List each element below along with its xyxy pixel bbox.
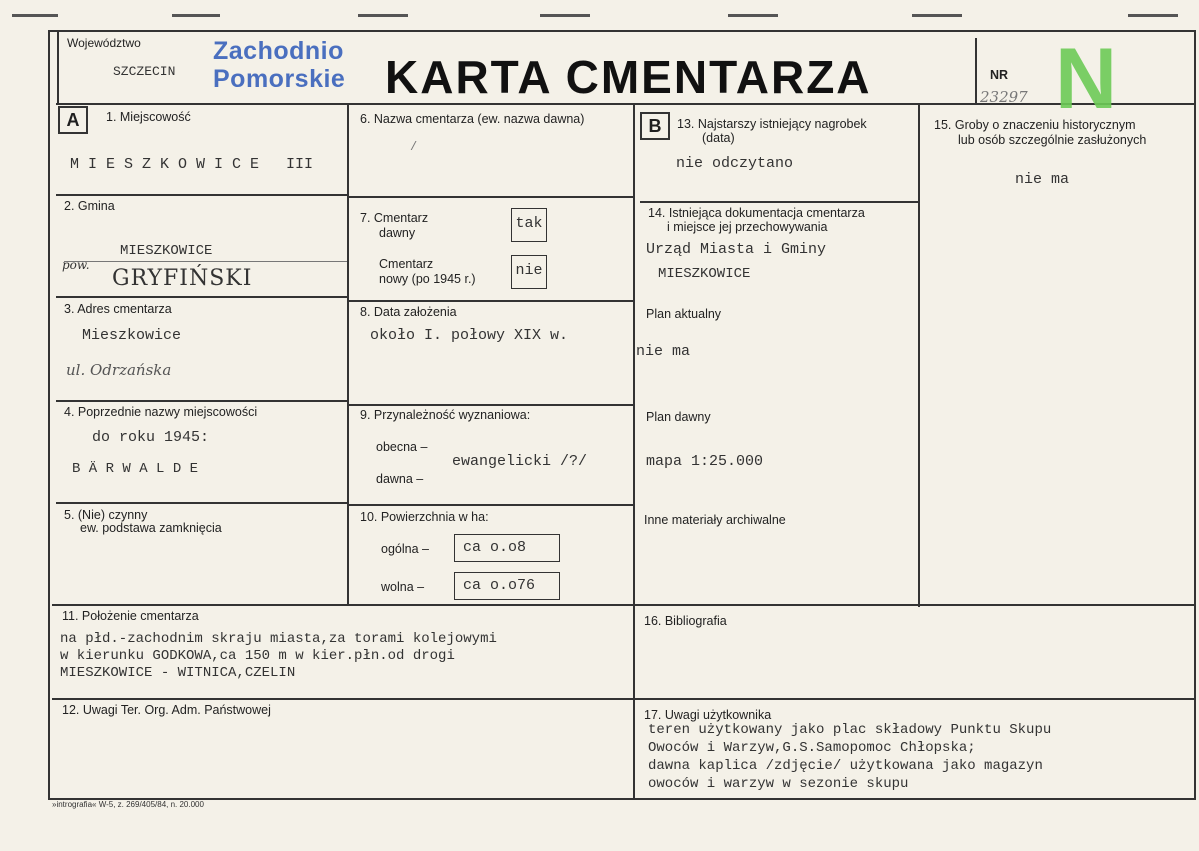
plan-dawny-value: mapa 1:25.000	[646, 453, 764, 470]
field-10-label: 10. Powierzchnia w ha:	[360, 510, 489, 524]
page-title: KARTA CMENTARZA	[385, 51, 872, 103]
field-7-dawny-label-1: 7. Cmentarz	[360, 211, 429, 225]
field-16-label: 16. Bibliografia	[644, 614, 727, 628]
header-nr-divider	[975, 38, 977, 104]
section-b-badge: B	[640, 112, 670, 140]
field-4-line2: B Ä R W A L D E	[72, 461, 199, 477]
field-9-dawna: dawna –	[376, 472, 424, 486]
field-9-obecna: obecna –	[376, 440, 428, 454]
field-1-value: M I E S Z K O W I C E III	[70, 156, 314, 173]
field-3-label: 3. Adres cmentarza	[64, 302, 172, 316]
field-14-value-1: Urząd Miasta i Gminy	[646, 241, 827, 258]
field-7-nowy-label-2: nowy (po 1945 r.)	[379, 272, 476, 286]
field-7-dawny-value: tak	[511, 208, 547, 242]
field-10-wolna-label: wolna –	[381, 580, 425, 594]
field-11-line2: w kierunku GODKOWA,ca 150 m w kier.płn.od drogi	[60, 648, 455, 664]
field-2-label: 2. Gmina	[64, 199, 115, 213]
field-11-line1: na płd.-zachodnim skraju miasta,za torami kolejowymi	[60, 631, 497, 647]
header-left-divider	[57, 30, 59, 104]
field-7-nowy-value: nie	[511, 255, 547, 289]
field-4-line1: do roku 1945:	[92, 429, 210, 446]
tick-mark	[728, 14, 778, 17]
inne-materialy-label: Inne materiały archiwalne	[644, 513, 786, 527]
stamp-line-1: Zachodnio	[213, 37, 344, 65]
row-divider	[56, 502, 348, 504]
row-divider	[640, 201, 918, 203]
field-1-label: 1. Miejscowość	[106, 110, 191, 124]
field-3-value: Mieszkowice	[82, 327, 182, 344]
nr-marker: N	[1055, 31, 1118, 127]
field-17-line4: owoców i warzyw w sezonie skupu	[648, 776, 909, 792]
field-17-label: 17. Uwagi użytkownika	[644, 708, 772, 722]
field-9-value: ewangelicki /?/	[452, 453, 588, 470]
field-17-line2: Owoców i Warzyw,G.S.Samopomoc Chłopska;	[648, 740, 976, 756]
row-divider	[349, 300, 635, 302]
field-15-label-1: 15. Groby o znaczeniu historycznym	[934, 118, 1136, 132]
col-divider-3	[918, 104, 920, 607]
field-14-label-2: i miejsce jej przechowywania	[667, 220, 828, 234]
field-15-label-2: lub osób szczególnie zasłużonych	[958, 133, 1147, 147]
field-11-label: 11. Położenie cmentarza	[62, 609, 199, 623]
field-8-value: około I. połowy XIX w.	[370, 327, 569, 344]
field-7-dawny-label-2: dawny	[379, 226, 416, 240]
tick-mark	[1128, 14, 1178, 17]
field-15-value: nie ma	[1015, 171, 1070, 188]
wojewodztwo-value: SZCZECIN	[113, 64, 176, 79]
plan-aktualny-value: nie ma	[636, 343, 691, 360]
field-11-line3: MIESZKOWICE - WITNICA,CZELIN	[60, 665, 296, 681]
field-10-wolna-value: ca o.o76	[454, 572, 560, 600]
field-5-label: 5. (Nie) czynny	[64, 508, 148, 522]
field-2-pow-note: pow.	[62, 258, 90, 272]
field-7-nowy-label-1: Cmentarz	[379, 257, 434, 271]
nr-label: NR	[990, 68, 1009, 82]
field-13-value: nie odczytano	[676, 155, 794, 172]
field-3-note: ul. Odrzańska	[66, 361, 172, 379]
field-17-line3: dawna kaplica /zdjęcie/ użytkowana jako magazyn	[648, 758, 1043, 774]
print-footer: »intrografia« W-5, z. 269/405/84, n. 20.000	[52, 800, 204, 809]
stamp-line-2: Pomorskie	[213, 65, 346, 93]
field-2-underline	[64, 261, 347, 262]
field-4-label: 4. Poprzednie nazwy miejscowości	[64, 405, 258, 419]
field-14-value-2: MIESZKOWICE	[658, 266, 751, 282]
field-2-value: MIESZKOWICE	[120, 243, 213, 259]
row-divider	[349, 404, 635, 406]
tick-mark	[12, 14, 58, 17]
field-17-line1: teren użytkowany jako plac składowy Punktu Skupu	[648, 722, 1052, 738]
row-divider	[349, 196, 635, 198]
row-divider	[56, 400, 348, 402]
col-divider-1	[347, 104, 349, 604]
tick-mark	[172, 14, 220, 17]
field-9-label: 9. Przynależność wyznaniowa:	[360, 408, 531, 422]
field-6-value: /	[410, 140, 418, 154]
tick-mark	[540, 14, 590, 17]
row-divider	[52, 698, 1196, 700]
row-divider	[52, 604, 1196, 606]
field-10-ogolna-value: ca o.o8	[454, 534, 560, 562]
section-a-badge: A	[58, 106, 88, 134]
field-14-label-1: 14. Istniejąca dokumentacja cmentarza	[648, 206, 865, 220]
tick-mark	[358, 14, 408, 17]
field-5-sublabel: ew. podstawa zamknięcia	[80, 521, 222, 535]
row-divider	[56, 296, 348, 298]
tick-mark	[912, 14, 962, 17]
field-2-pow-value: GRYFIŃSKI	[112, 266, 253, 291]
row-divider	[56, 194, 348, 196]
wojewodztwo-label: Województwo	[67, 36, 141, 50]
field-8-label: 8. Data założenia	[360, 305, 457, 319]
field-13-label-2: (data)	[702, 131, 735, 145]
field-10-ogolna-label: ogólna –	[381, 542, 429, 556]
col-divider-2	[633, 104, 635, 799]
row-divider	[349, 504, 635, 506]
field-13-label-1: 13. Najstarszy istniejący nagrobek	[677, 117, 867, 131]
field-6-label: 6. Nazwa cmentarza (ew. nazwa dawna)	[360, 112, 585, 126]
nr-value: 23297	[980, 88, 1028, 106]
plan-dawny-label: Plan dawny	[646, 410, 711, 424]
field-12-label: 12. Uwagi Ter. Org. Adm. Państwowej	[62, 703, 271, 717]
plan-aktualny-label: Plan aktualny	[646, 307, 722, 321]
